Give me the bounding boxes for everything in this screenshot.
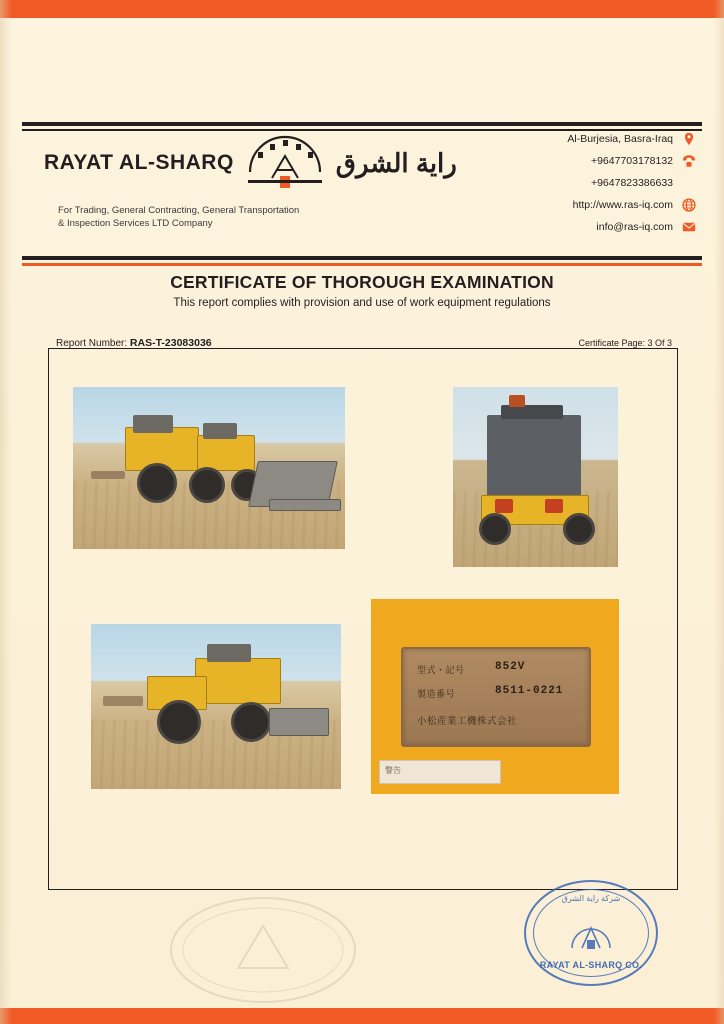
report-number-value: RAS-T-23083036 <box>129 337 212 349</box>
plate-warning-tag <box>379 760 501 784</box>
background-watermark-seal <box>168 890 358 1010</box>
company-name-en: RAYAT AL-SHARQ <box>44 151 234 174</box>
location-pin-icon <box>682 132 696 146</box>
contact-block <box>436 128 696 238</box>
plate-model-label: 型式・記号 <box>417 666 465 676</box>
plate-warning-text: 警告 <box>385 766 401 775</box>
contact-address-row <box>436 128 696 150</box>
contact-website-row[interactable] <box>436 194 696 216</box>
stamp-text-arabic: شركة راية الشرق <box>561 894 621 903</box>
plate-serial-value: 8511-0221 <box>495 685 564 697</box>
plate-serial-label: 製造番号 <box>417 690 456 700</box>
contact-phone1: +9647703178132 <box>590 155 673 167</box>
plate-model-value: 852V <box>495 661 526 673</box>
photo-wheel-loader-front-left <box>73 387 345 549</box>
contact-phone2: +9647823386633 <box>590 177 673 189</box>
scan-edge-right <box>714 0 724 1024</box>
envelope-icon <box>682 220 696 234</box>
company-tagline-line2: & Inspection Services LTD Company <box>58 218 213 229</box>
photo-equipment-rear-view <box>453 387 618 567</box>
page-subtitle: This report complies with provision and use of work equipment regulations <box>173 297 551 309</box>
contact-address: Al-Burjesia, Basra-Iraq <box>567 133 673 145</box>
globe-icon <box>682 198 696 212</box>
top-orange-bar <box>0 0 724 18</box>
contact-email[interactable]: info@ras-iq.com <box>596 221 673 233</box>
report-number-label: Report Number: <box>56 338 128 349</box>
certificate-page-indicator: Certificate Page: 3 Of 3 <box>578 338 672 348</box>
plate-manufacturer: 小松産業工機株式会社 <box>417 716 518 727</box>
company-logo <box>44 132 457 230</box>
contact-website[interactable]: http://www.ras-iq.com <box>572 199 673 211</box>
stamp-text-english: RAYAT AL-SHARQ CO. <box>539 960 643 970</box>
gear-derrick-icon <box>242 132 328 194</box>
header-rule-top <box>22 122 702 126</box>
contact-phone1-row <box>436 150 696 172</box>
photo-frame <box>48 348 678 890</box>
photo-wheel-loader-side <box>91 624 341 789</box>
photo-machine-name-plate <box>371 599 619 794</box>
telephone-icon-secondary <box>682 176 696 190</box>
contact-phone2-row <box>436 172 696 194</box>
header-rule-bottom <box>22 256 702 260</box>
contact-email-row[interactable] <box>436 216 696 238</box>
machine-name-plate <box>401 647 591 747</box>
company-name-ar: راية الشرق <box>335 147 457 178</box>
company-stamp <box>524 880 658 986</box>
company-seal-icon <box>568 918 614 952</box>
telephone-icon <box>682 154 696 168</box>
page-title: CERTIFICATE OF THOROUGH EXAMINATION <box>170 272 554 292</box>
bottom-orange-bar <box>0 1008 724 1024</box>
company-tagline-line1: For Trading, General Contracting, General Transportation <box>58 205 300 216</box>
scan-edge-left <box>0 0 12 1024</box>
header-rule-orange <box>22 263 702 266</box>
